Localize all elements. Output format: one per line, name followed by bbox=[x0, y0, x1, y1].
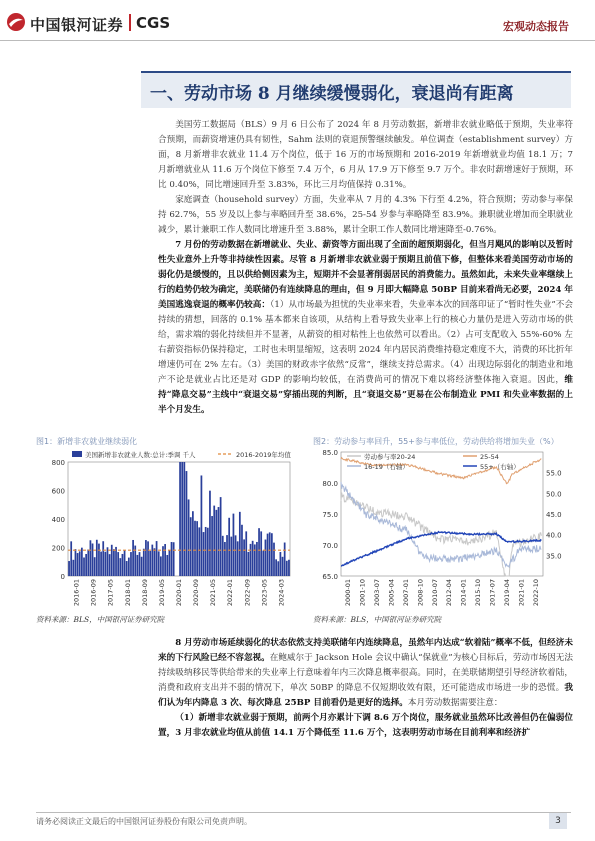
normal-text: 本月劳动数据需要注意： bbox=[407, 698, 503, 708]
bar bbox=[284, 543, 286, 576]
bar bbox=[243, 539, 245, 576]
bold-text: 维持“降息交易”主线中“衰退交易”穿插出现的判断，且“衰退交易”更易在公布制造业 PMI 和失业率数据的上半个月发生。 bbox=[158, 375, 573, 415]
x-tick-label: 2020-01 bbox=[175, 579, 183, 607]
figure-1-source: 资料来源：BLS，中国银河证券研究院 bbox=[36, 615, 165, 624]
bar bbox=[68, 561, 70, 576]
x-tick-label: 2022-10 bbox=[531, 579, 540, 607]
bar bbox=[96, 540, 98, 576]
bar bbox=[143, 549, 145, 576]
y-tick-label: 600 bbox=[51, 487, 65, 496]
bar bbox=[275, 559, 277, 576]
bar bbox=[137, 555, 139, 576]
bar bbox=[188, 499, 190, 576]
footer-disclaimer: 请务必阅读正文最后的中国银河证券股份有限公司免责声明。 bbox=[36, 817, 252, 826]
bar bbox=[158, 551, 160, 576]
bar bbox=[269, 532, 271, 576]
bar bbox=[98, 544, 100, 576]
bar bbox=[220, 497, 222, 576]
bar bbox=[72, 560, 74, 576]
legend-label: 25-54 bbox=[480, 453, 499, 461]
bar bbox=[205, 527, 207, 576]
x-tick-label: 2021-05 bbox=[209, 579, 218, 607]
y-left-tick-label: 65.0 bbox=[322, 573, 338, 581]
bar bbox=[156, 541, 158, 576]
bar bbox=[258, 528, 260, 576]
bar bbox=[203, 532, 205, 576]
figure-2-caption: 图2：劳动参与率回升，55+参与率低位，劳动供给将增加失业（%） bbox=[313, 437, 559, 446]
bar bbox=[111, 545, 113, 576]
bar bbox=[119, 558, 121, 576]
bar bbox=[115, 547, 117, 576]
x-tick-label: 2007-01 bbox=[401, 579, 410, 607]
paragraph: 家庭调查（household survey）方面，失业率从 7 月的 4.3% 下行至 4.2%，符合预期；劳动参与率保持 62.7%，55 岁及以上参与率略回升至 38.6%，25-54 岁参与率略降至 83.9%。兼职就业增加而全职就业减少，累计兼职工作人数同比增速升至 3.88%，累计全职工作人数同比增速降至-0.76%。 bbox=[158, 195, 573, 235]
bar bbox=[77, 553, 79, 576]
brand-en: CGS bbox=[136, 14, 171, 32]
bar bbox=[83, 557, 85, 576]
page-header bbox=[0, 0, 595, 44]
x-tick-label: 2005-04 bbox=[387, 579, 396, 607]
body-bottom bbox=[158, 636, 573, 741]
bar bbox=[267, 534, 269, 576]
bar bbox=[260, 531, 262, 576]
x-tick-label: 2015-10 bbox=[474, 579, 483, 607]
legend-label: 16-19（右轴） bbox=[364, 463, 409, 471]
x-tick-label: 2019-05 bbox=[157, 579, 166, 607]
bar bbox=[79, 551, 81, 576]
bar bbox=[109, 554, 111, 576]
x-tick-label: 2014-01 bbox=[459, 579, 468, 607]
section-title: 一、劳动市场 8 月继续缓慢弱化，衰退尚有距离 bbox=[150, 84, 514, 104]
y-right-tick-label: 40.0 bbox=[546, 531, 562, 540]
bar bbox=[85, 554, 87, 576]
y-tick-label: 200 bbox=[51, 544, 65, 553]
bar bbox=[124, 550, 126, 576]
bar bbox=[139, 552, 141, 576]
bar bbox=[181, 462, 183, 576]
figure-1-chart bbox=[36, 448, 298, 610]
y-tick-label: 800 bbox=[51, 459, 65, 467]
header-divider bbox=[0, 40, 595, 41]
x-tick-label: 2001-10 bbox=[358, 579, 367, 607]
bar bbox=[192, 511, 194, 576]
y-right-tick-label: 35.0 bbox=[546, 552, 562, 561]
y-tick-label: 0 bbox=[60, 573, 65, 581]
bar bbox=[183, 462, 185, 576]
y-right-tick-label: 50.0 bbox=[546, 490, 562, 499]
y-tick-label: 400 bbox=[51, 516, 65, 524]
bar bbox=[75, 549, 77, 576]
bar bbox=[141, 557, 143, 576]
bar bbox=[239, 512, 241, 576]
bar bbox=[230, 537, 232, 576]
bar bbox=[233, 514, 235, 576]
bar bbox=[128, 558, 130, 576]
x-tick-label: 2017-05 bbox=[106, 579, 115, 607]
bar bbox=[145, 540, 147, 576]
bar bbox=[179, 462, 181, 576]
bar bbox=[211, 516, 213, 576]
bar bbox=[201, 475, 203, 576]
bar bbox=[164, 544, 166, 576]
legend-label-bars: 美国新增非农就业人数:总计:季调 千人 bbox=[85, 451, 196, 459]
legend-swatch-bars bbox=[72, 451, 82, 457]
bar bbox=[262, 551, 264, 576]
brand-name: 中国银河证券 bbox=[30, 16, 124, 34]
bar bbox=[151, 545, 153, 576]
x-tick-label: 2010-07 bbox=[430, 579, 439, 607]
bar bbox=[237, 541, 239, 576]
normal-text: 在鲍威尔于 Jackson Hole 会议中确认“保就业”为核心目标后，劳动市场因无法持续吸纳移民等供给带来的失业率上行意味着年内三次降息概率很高。同时，在美联储期望引导经济软着陆，消费和政府支出并不弱的情况下，单次 50BP 的降息不仅短期收效有限，还可能造成市场进一步的恐慌。 bbox=[158, 653, 573, 693]
paragraph: 美国劳工数据局（BLS）9 月 6 日公布了 2024 年 8 月劳动数据，新增非农就业略低于预期，失业率符合预期，而薪资增速仍具有韧性，Sahm 法则的衰退预警继续触发。单位调查（establishment survey）方面，8 月新增非农就业 11.4 万个岗位，低于 16 万的市场预期和 2016-2019 年新增就业均值 18.1 万；7 月新增就业从 11.6 万个岗位下修至 7.4 万个，6 月从 17.9 万下修至 9.7 万个。非农时薪增速好于预期，环比 0.40%，同比增速回升至 3.83%，环比三月均值保持 0.31%。 bbox=[158, 120, 573, 190]
bar bbox=[282, 557, 284, 576]
bar bbox=[160, 556, 162, 576]
figure-1-caption: 图1：新增非农就业继续弱化 bbox=[36, 437, 138, 446]
bar bbox=[194, 521, 196, 576]
bar bbox=[228, 518, 230, 576]
bold-text: 8 月劳动市场延续弱化的状态依然支持美联储年内连续降息，虽然年内达成“软着陆”概率不低，但经济未来的下行风险已经不容忽视。 bbox=[158, 638, 573, 663]
bar bbox=[254, 544, 256, 576]
bar bbox=[222, 536, 224, 576]
bar bbox=[90, 540, 92, 576]
figure-2-chart bbox=[313, 448, 573, 610]
report-type: 宏观动态报告 bbox=[503, 20, 569, 33]
bar bbox=[215, 510, 217, 576]
page-number: 3 bbox=[549, 813, 567, 829]
legend-label-avg: 2016-2019年均值 bbox=[236, 451, 291, 459]
bar bbox=[149, 551, 151, 576]
bar bbox=[186, 471, 188, 576]
bar bbox=[273, 543, 275, 576]
bar bbox=[87, 550, 89, 576]
bar bbox=[113, 549, 115, 576]
x-tick-label: 2000-01 bbox=[344, 579, 353, 607]
bar bbox=[81, 548, 83, 576]
bar bbox=[241, 525, 243, 576]
bar bbox=[245, 531, 247, 576]
x-tick-label: 2016-01 bbox=[72, 579, 81, 607]
galaxy-logo-icon bbox=[6, 12, 26, 32]
normal-text: （1）从市场最为担忧的失业率来看，失业率本次的回落印证了“暂时性失业”不会持续的猜想，回落的 0.1% 基本都来自该项，从结构上看导致失业率上行的核心力量仍是进入劳动市场的供给，需求端的弱化持续但并不显著，从薪资的相对粘性上也依然可以看出。（2）占可支配收入 55%-60% 左右薪资指标仍保持稳定，工时也未明显缩短，这表明 2024 年内居民消费维持稳定难度不大，消费的环比折年增速仍可在 2% 左右。（3）美国的财政赤字依然“反常”，继续支持总需求。（4）出现边际弱化的制造业和地产不论是就业占比还是对 GDP 的影响均较低，在消费尚可的情况下难以将经济整体拖入衰退。因此， bbox=[158, 300, 573, 385]
bar bbox=[218, 507, 220, 576]
bar bbox=[280, 552, 282, 576]
bar bbox=[132, 540, 134, 576]
bar bbox=[122, 554, 124, 576]
x-tick-label: 2021-01 bbox=[517, 579, 526, 607]
bar bbox=[288, 560, 290, 576]
bar bbox=[117, 552, 119, 576]
bar bbox=[213, 506, 215, 576]
bar bbox=[94, 557, 96, 576]
bar bbox=[198, 527, 200, 576]
bar bbox=[256, 542, 258, 576]
bar bbox=[154, 548, 156, 576]
bar bbox=[147, 541, 149, 576]
paragraph bbox=[158, 636, 573, 711]
x-tick-label: 2008-10 bbox=[416, 579, 425, 607]
bar bbox=[100, 552, 102, 576]
bar bbox=[248, 552, 250, 576]
bar bbox=[224, 542, 226, 576]
bar bbox=[104, 552, 106, 576]
bold-text: 我们认为年内降息 3 次、每次降息 25BP 目前看仍是更好的选择。 bbox=[158, 683, 573, 708]
bar bbox=[171, 542, 173, 576]
bar bbox=[250, 544, 252, 576]
x-tick-label: 2016-09 bbox=[89, 579, 98, 607]
bar bbox=[107, 547, 109, 576]
y-right-tick-label: 45.0 bbox=[546, 511, 562, 519]
bar bbox=[235, 535, 237, 576]
x-tick-label: 2023-05 bbox=[260, 579, 269, 607]
bold-text: （1）新增非农就业弱于预期，前两个月亦累计下调 8.6 万个岗位，服务就业虽然环比改善但仍在偏弱位置，3 月非农就业均值从前值 14.1 万个降低至 11.6 万个，这表明劳动市场在目前利率和经济扩 bbox=[158, 713, 573, 738]
x-tick-label: 2022-09 bbox=[243, 579, 252, 607]
bar bbox=[130, 552, 132, 576]
x-tick-label: 2012-04 bbox=[445, 579, 454, 607]
brand-separator bbox=[129, 14, 131, 31]
bar bbox=[271, 533, 273, 576]
x-tick-label: 2022-01 bbox=[226, 579, 235, 607]
bar bbox=[207, 528, 209, 576]
bar bbox=[226, 535, 228, 576]
paragraph bbox=[158, 711, 573, 741]
y-left-tick-label: 85.0 bbox=[322, 449, 338, 457]
x-tick-label: 2018-01 bbox=[123, 579, 132, 607]
y-left-tick-label: 80.0 bbox=[322, 480, 338, 488]
footer-divider bbox=[36, 812, 571, 813]
x-tick-label: 2018-09 bbox=[140, 579, 149, 607]
paragraph bbox=[158, 238, 573, 418]
x-tick-label: 2020-09 bbox=[192, 579, 201, 607]
legend-label: 55+（右轴） bbox=[480, 463, 520, 471]
bar bbox=[102, 541, 104, 576]
bar bbox=[190, 517, 192, 576]
bar bbox=[173, 542, 175, 576]
bar bbox=[196, 521, 198, 576]
x-tick-label: 2024-03 bbox=[277, 579, 286, 607]
bar bbox=[169, 550, 171, 576]
x-tick-label: 2017-07 bbox=[488, 579, 497, 607]
y-left-tick-label: 75.0 bbox=[322, 511, 338, 519]
bar bbox=[252, 541, 254, 576]
figure-2-source: 资料来源：BLS，中国银河证券研究院 bbox=[313, 615, 442, 624]
bar bbox=[126, 561, 128, 576]
bar bbox=[166, 555, 168, 576]
y-right-tick-label: 55.0 bbox=[546, 469, 562, 478]
legend-label: 劳动参与率20-24 bbox=[364, 453, 416, 461]
bar bbox=[70, 541, 72, 576]
section-title-bar bbox=[141, 71, 571, 73]
body-top bbox=[158, 118, 573, 418]
bar bbox=[265, 540, 267, 576]
x-tick-label: 2003-07 bbox=[373, 579, 382, 607]
y-left-tick-label: 70.0 bbox=[322, 542, 338, 550]
bar bbox=[286, 561, 288, 576]
bar bbox=[92, 543, 94, 576]
x-tick-label: 2019-04 bbox=[502, 579, 511, 607]
bold-text: 7 月份的劳动数据在新增就业、失业、薪资等方面出现了全面的超预期弱化，但当月飓风的影响以及暂时性失业意外上升等非持续性因素。尽管 8 月新增非农就业弱于预期且前值下修，但整体来看美国劳动市场的弱化仍是缓慢的，且以供给侧因素为主，短期并不会显著削弱居民的消费能力。虽然如此，未来失业率继续上行的趋势仍较为确定，美联储仍有连续降息的理由，但 9 月即大幅降息 50BP 目前来看尚无必要，2024 年美国逃逸衰退的概率仍较高： bbox=[158, 240, 573, 310]
bar bbox=[209, 491, 211, 576]
bar bbox=[277, 561, 279, 576]
